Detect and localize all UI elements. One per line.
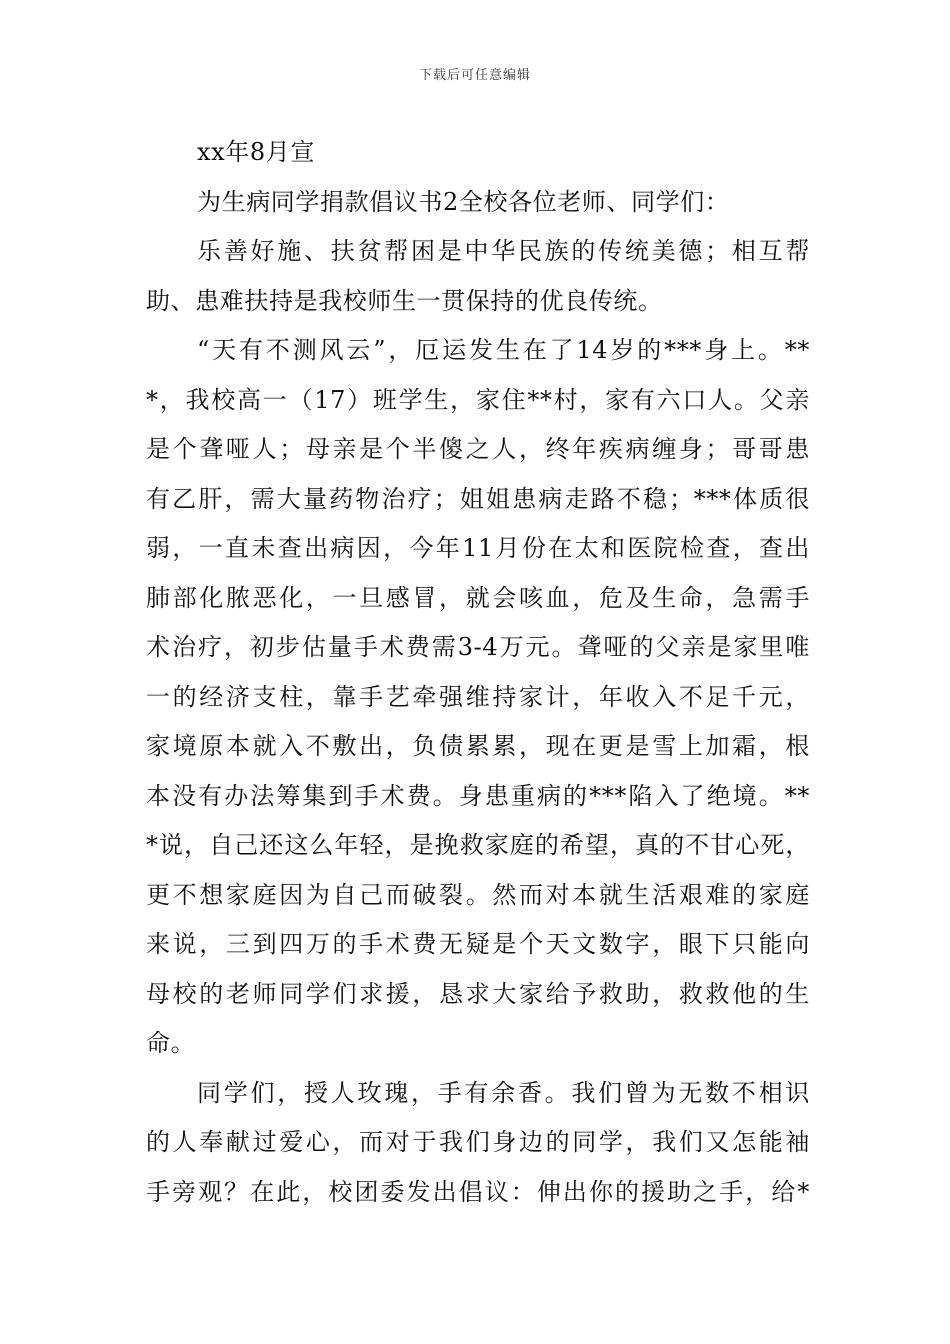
paragraph-line: 乐善好施、扶贫帮困是中华民族的传统美德；相互帮 (197, 237, 810, 265)
paragraph-line: *，我校高一（17）班学生，家住**村，家有六口人。父亲 (146, 385, 810, 414)
paragraph-line: 术治疗，初步估量手术费需3-4万元。聋哑的父亲是家里唯 (146, 633, 810, 661)
document-body (146, 128, 810, 1217)
date-line: xx年8月宣 (197, 138, 315, 166)
paragraph-line: 的人奉献过爱心，而对于我们身边的同学，我们又怎能袖 (146, 1128, 810, 1156)
paragraph-line: 肺部化脓恶化，一旦感冒，就会咳血，危及生命，急需手 (146, 583, 810, 612)
paragraph-line: 家境原本就入不敷出，负债累累，现在更是雪上加霜，根 (146, 732, 810, 760)
paragraph-line: 弱，一直未查出病因，今年11月份在太和医院检查，查出 (146, 534, 810, 562)
page-header-note: 下载后可任意编辑 (418, 68, 531, 83)
paragraph-line: “天有不测风云”，厄运发生在了14岁的***身上。** (197, 336, 810, 364)
paragraph-line: 更不想家庭因为自己而破裂。然而对本就生活艰难的家庭 (146, 880, 810, 909)
paragraph-line: 助、患难扶持是我校师生一贯保持的优良传统。 (146, 286, 663, 315)
paragraph-line: *说，自己还这么年轻，是挽救家庭的希望，真的不甘心死， (146, 831, 810, 859)
paragraph-line: 命。 (146, 1029, 196, 1057)
paragraph-line: 母校的老师同学们求援，恳求大家给予救助，救救他的生 (146, 979, 810, 1008)
title-salutation-line: 为生病同学捐款倡议书2全校各位老师、同学们： (197, 187, 730, 216)
paragraph-line: 手旁观？在此，校团委发出倡议：伸出你的援助之手，给* (146, 1177, 810, 1206)
paragraph-line: 来说，三到四万的手术费无疑是个天文数字，眼下只能向 (146, 930, 810, 958)
paragraph-line: 本没有办法筹集到手术费。身患重病的***陷入了绝境。** (146, 781, 810, 810)
paragraph-line: 有乙肝，需大量药物治疗；姐姐患病走路不稳；***体质很 (146, 484, 810, 513)
paragraph-line: 一的经济支柱，靠手艺牵强维持家计，年收入不足千元， (146, 682, 810, 711)
paragraph-line: 是个聋哑人；母亲是个半傻之人，终年疾病缠身；哥哥患 (146, 435, 810, 463)
paragraph-line: 同学们，授人玫瑰，手有余香。我们曾为无数不相识 (197, 1078, 810, 1107)
